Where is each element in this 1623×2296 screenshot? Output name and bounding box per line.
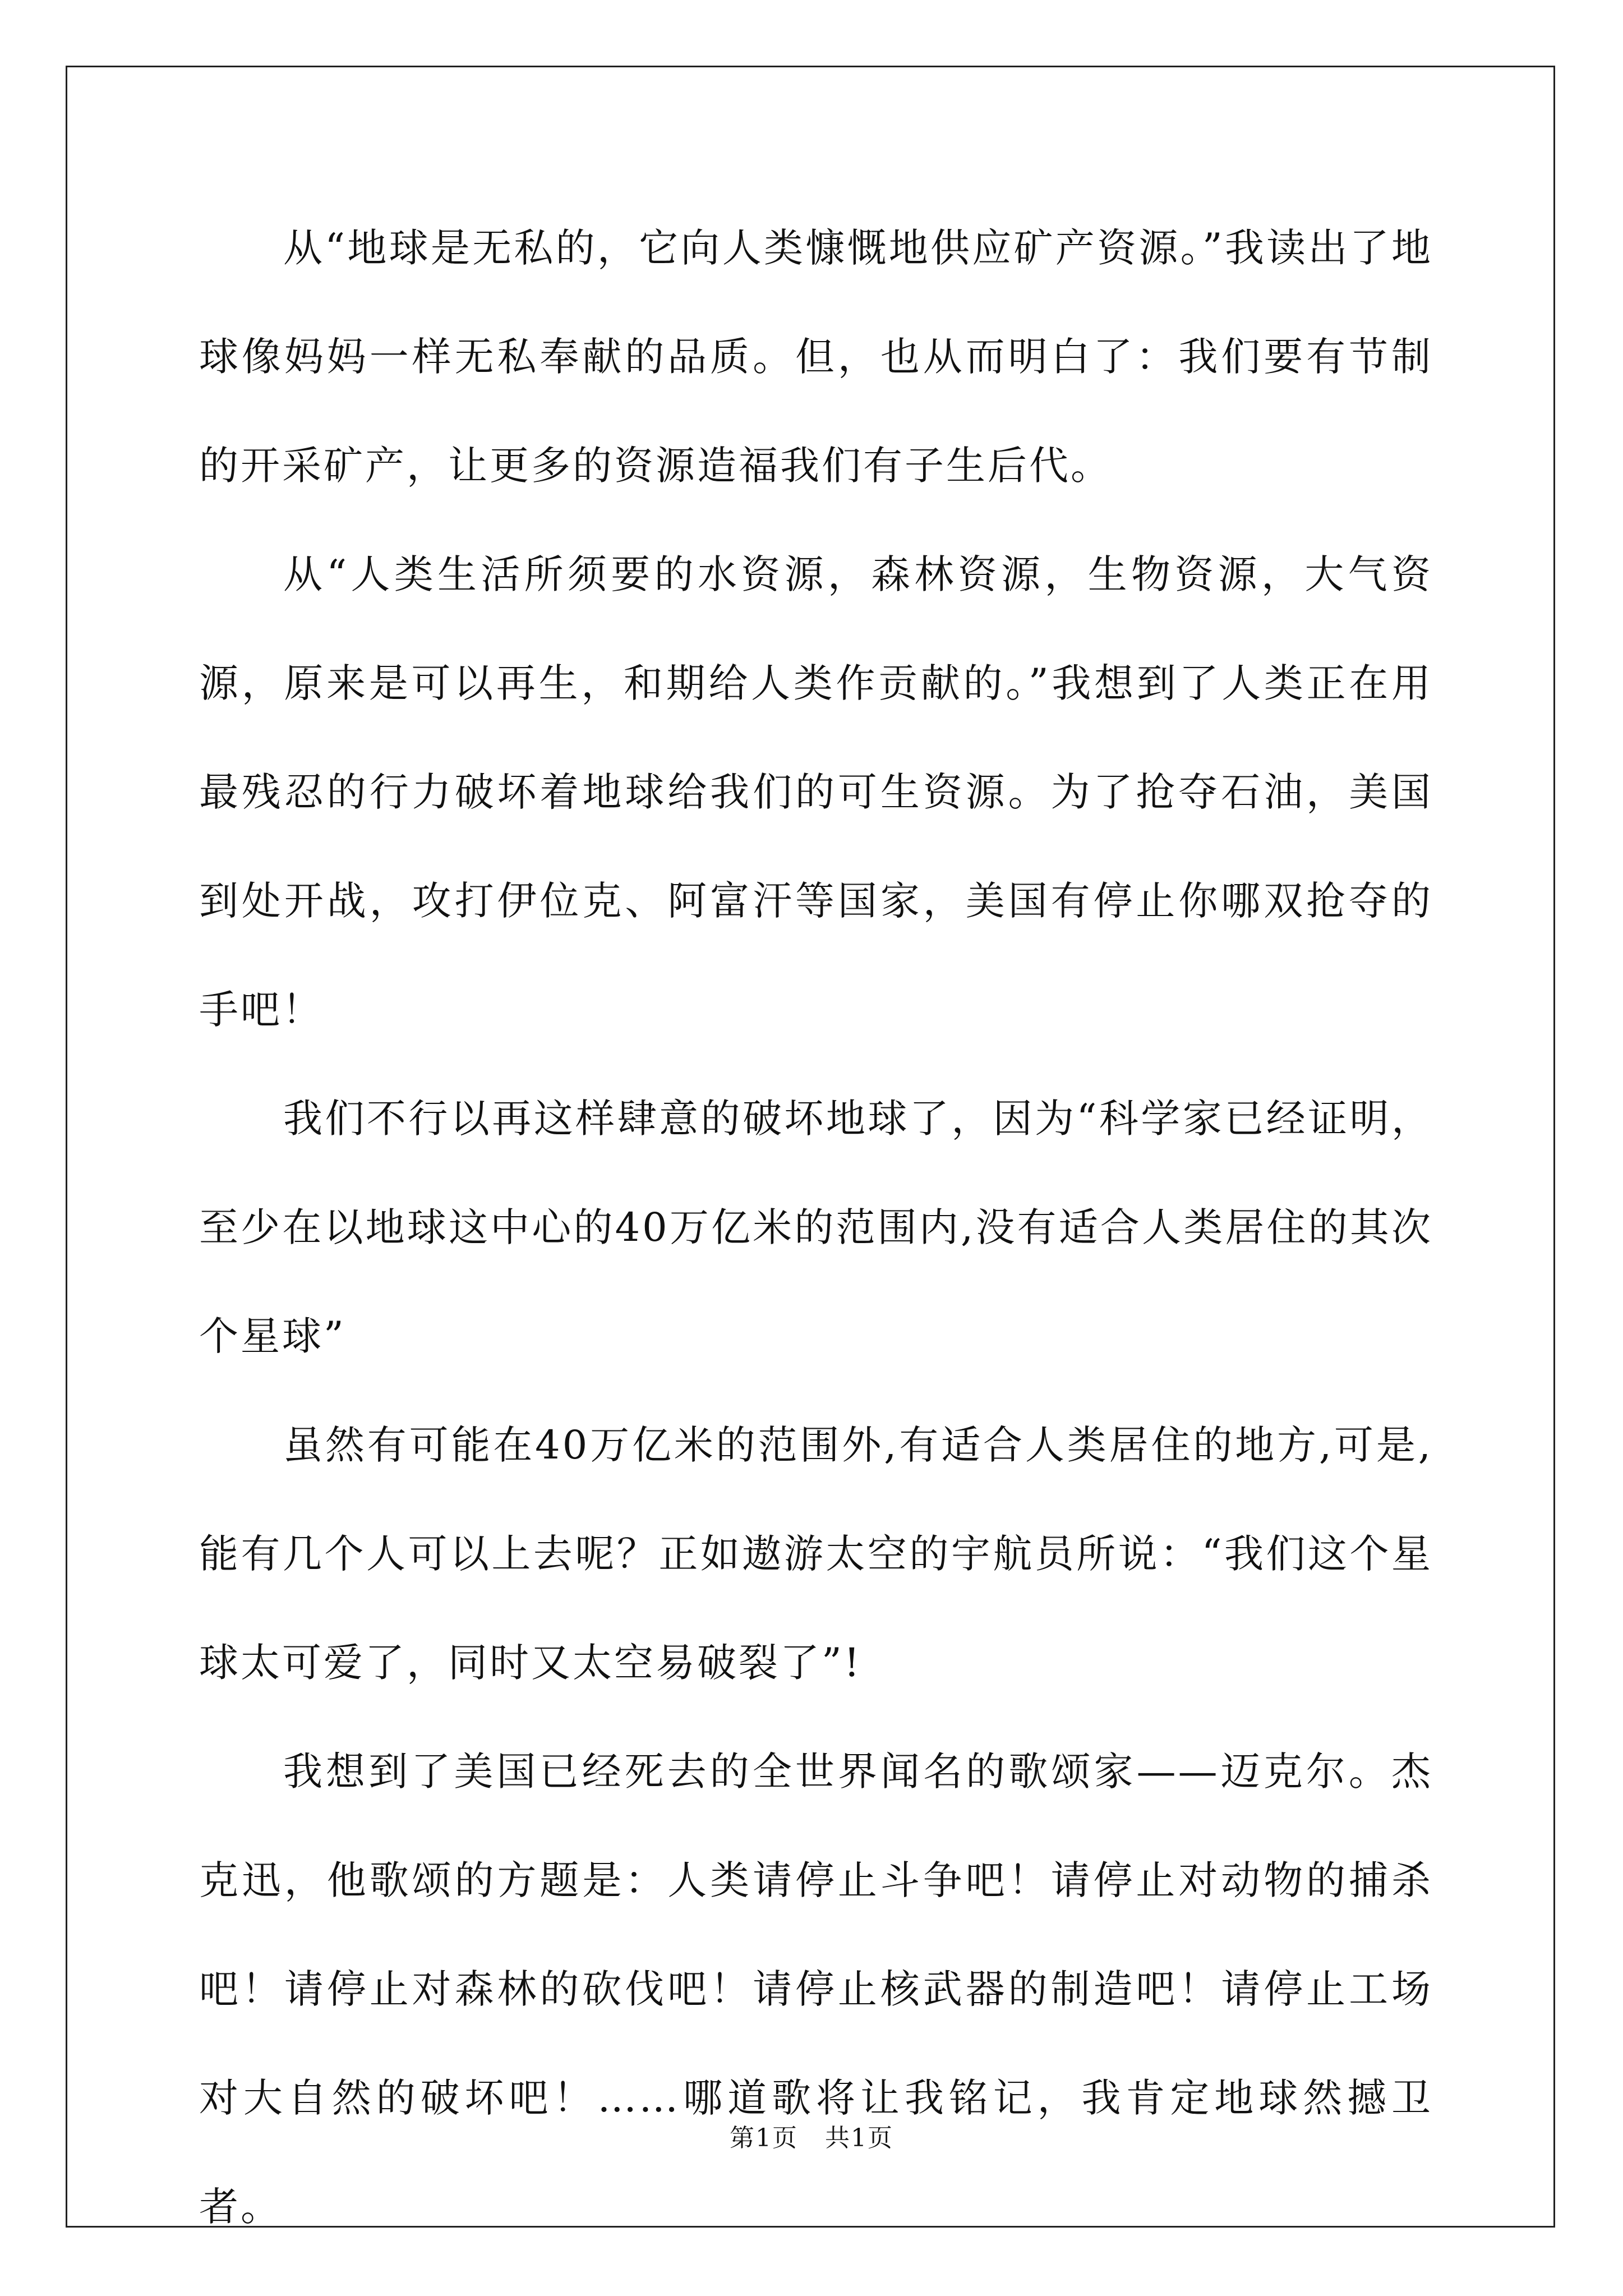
paragraph: 我想到了美国已经死去的全世界闻名的歌颂家——迈克尔。杰克迅，他歌颂的方题是：人类请停止斗争吧！请停止对动物的捕杀吧！请停止对森林的砍伐吧！请停止核武器的制造吧！请停止工场对大自然的破坏吧！……哪道歌将让我铭记，我肯定地球然撼卫者。 <box>199 1749 1433 2230</box>
paragraph: 我们不行以再这样肆意的破坏地球了，因为“科学家已经证明，至少在以地球这中心的40万亿米的范围内,没有适合人类居住的其次个星球” <box>199 1096 1433 1359</box>
paragraph: 虽然有可能在40万亿米的范围外,有适合人类居住的地方,可是,能有几个人可以上去呢？正如遨游太空的宇航员所说：“我们这个星球太可爱了，同时又太空易破裂了”! <box>199 1422 1433 1686</box>
total-pages: 共1页 <box>824 2124 893 2152</box>
document-body <box>199 194 1433 2261</box>
page-footer <box>0 2122 1623 2155</box>
paragraph: 从“人类生活所须要的水资源，森林资源，生物资源，大气资源，原来是可以再生，和期给人类作贡献的。”我想到了人类正在用最残忍的行力破坏着地球给我们的可生资源。为了抢夺石油，美国到处开战，攻打伊位克、阿富汗等国家，美国有停止你哪双抢夺的手吧！ <box>199 551 1433 1033</box>
paragraph: 从“地球是无私的，它向人类慷慨地供应矿产资源。”我读出了地球像妈妈一样无私奉献的品质。但，也从而明白了：我们要有节制的开采矿产，让更多的资源造福我们有子生后代。 <box>199 225 1433 489</box>
page-number: 第1页 <box>730 2124 799 2152</box>
footer-spacer <box>798 2124 825 2152</box>
